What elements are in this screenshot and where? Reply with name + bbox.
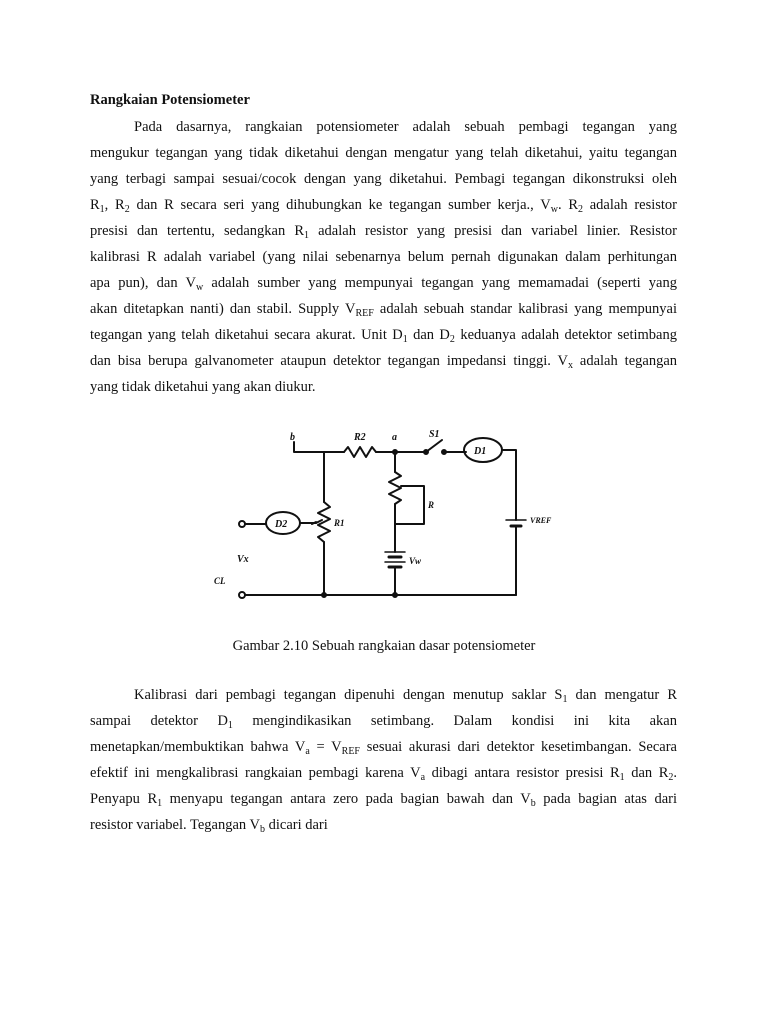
text-run: dan R <box>624 765 669 781</box>
text-run: yang terbagi sampai sesuai/cocok dengan yang diketahui. Pembagi tegangan dikonstruksi oleh <box>90 171 677 187</box>
text-run: R <box>90 197 100 213</box>
section-title: Rangkaian Potensiometer <box>90 92 250 108</box>
text-run: resistor variabel. Tegangan V <box>90 817 260 833</box>
subscript: 1 <box>619 772 625 783</box>
text-run: = V <box>309 739 342 755</box>
label-d1: D1 <box>474 446 487 457</box>
switch-s1-blade <box>426 440 442 452</box>
subscript: 1 <box>157 798 163 809</box>
label-r: R <box>428 500 435 510</box>
subscript: x <box>567 360 573 371</box>
label-vw: Vw <box>409 556 422 566</box>
text-line <box>90 348 677 374</box>
subscript: 1 <box>304 230 309 241</box>
subscript: 1 <box>227 720 233 731</box>
text-line <box>90 734 677 760</box>
text-run: adalah resistor <box>583 197 678 213</box>
subscript: a <box>305 746 310 757</box>
text-line <box>90 682 677 708</box>
text-line <box>90 114 677 140</box>
text-run: efektif ini mengkalibrasi rangkaian pembagi karena V <box>90 765 421 781</box>
text-line <box>90 812 677 838</box>
subscript: 2 <box>449 334 455 345</box>
text-line <box>90 166 677 192</box>
potentiometer-circuit-figure <box>204 424 552 614</box>
label-d2: D2 <box>275 519 288 530</box>
text-line <box>90 218 677 244</box>
subscript: REF <box>355 308 374 319</box>
text-run: apa pun), dan V <box>90 275 196 291</box>
text-run: adalah sebuah standar kalibrasi yang mempunyai <box>373 301 677 317</box>
subscript: 2 <box>124 204 130 215</box>
label-r2: R2 <box>354 432 366 443</box>
text-run: dicari dari <box>264 817 328 833</box>
subscript: 1 <box>562 694 568 705</box>
label-cl: CL <box>214 576 226 586</box>
text-run: mengukur tegangan yang tidak diketahui dengan mengatur yang telah diketahui, yaitu tegangan <box>90 145 677 161</box>
text-run: kalibrasi R adalah variabel (yang nilai sebenarnya belum pernah digunakan dalam perhitungan <box>90 249 677 265</box>
text-run: presisi dan tertentu, sedangkan R <box>90 223 304 239</box>
terminal-top-left <box>239 521 245 527</box>
text-run: dan D <box>407 327 450 343</box>
text-run: sampai detektor D <box>90 713 228 729</box>
label-s1: S1 <box>429 429 440 440</box>
subscript: a <box>420 772 426 783</box>
text-line <box>90 786 677 812</box>
label-vx: Vx <box>237 554 249 565</box>
text-run: menetapkan/membuktikan bahwa V <box>90 739 306 755</box>
text-run: menyapu tegangan antara zero pada bagian bawah dan V <box>162 791 531 807</box>
text-run: keduanya adalah detektor setimbang <box>454 327 677 343</box>
subscript: b <box>530 798 536 809</box>
text-run: dan mengatur R <box>567 687 677 703</box>
wire-top-left <box>294 442 344 452</box>
subscript: 1 <box>402 334 408 345</box>
terminal-bottom-left <box>239 592 245 598</box>
paragraph-2 <box>90 682 677 838</box>
label-vref: VREF <box>530 516 552 525</box>
text-run: adalah sumber yang mempunyai tegangan yang memamadai (seperti yang <box>203 275 677 291</box>
text-run: . <box>673 765 678 781</box>
text-run: dan bisa berupa galvanometer ataupun detektor tegangan impedansi tinggi. V <box>90 353 568 369</box>
resistor-r-symbol <box>389 472 401 504</box>
text-line <box>90 374 677 400</box>
text-run: Pada dasarnya, rangkaian potensiometer adalah sebuah pembagi tegangan yang <box>134 119 677 135</box>
text-run: Kalibrasi dari pembagi tegangan dipenuhi dengan menutup saklar S <box>134 687 563 703</box>
subscript: w <box>550 204 558 215</box>
subscript: 1 <box>99 204 105 215</box>
text-run: , R <box>104 197 125 213</box>
subscript: 2 <box>668 772 674 783</box>
text-run: sesuai akurasi dari detektor kesetimbangan. Secara <box>360 739 677 755</box>
subscript: w <box>196 282 204 293</box>
text-run: adalah resistor yang presisi dan variabel linier. Resistor <box>309 223 677 239</box>
text-run: . R <box>557 197 578 213</box>
text-line <box>90 708 677 734</box>
text-run: adalah tegangan <box>572 353 678 369</box>
subscript: REF <box>341 746 360 757</box>
figure-caption: Gambar 2.10 Sebuah rangkaian dasar potensiometer <box>232 638 536 654</box>
label-b: b <box>290 432 295 443</box>
resistor-r2-symbol <box>344 447 376 457</box>
text-line <box>90 244 677 270</box>
subscript: b <box>259 824 265 835</box>
text-run: pada bagian atas dari <box>535 791 677 807</box>
text-run: yang tidak diketahui yang akan diukur. <box>90 379 316 395</box>
text-line <box>90 270 677 296</box>
text-run: Penyapu R <box>90 791 158 807</box>
text-line <box>90 760 677 786</box>
label-a: a <box>392 432 397 443</box>
text-line <box>90 140 677 166</box>
text-line <box>90 296 677 322</box>
text-line <box>90 322 677 348</box>
text-run: tegangan yang telah diketahui secara akurat. Unit D <box>90 327 403 343</box>
label-r1: R1 <box>334 518 345 528</box>
paragraph-1 <box>90 114 677 400</box>
subscript: 2 <box>578 204 583 215</box>
text-line <box>90 192 677 218</box>
text-run: akan ditetapkan nanti) dan stabil. Supply V <box>90 301 356 317</box>
text-run: dan R secara seri yang dihubungkan ke tegangan sumber kerja., V <box>129 197 551 213</box>
text-run: mengindikasikan setimbang. Dalam kondisi ini kita akan <box>232 713 677 729</box>
text-run: dibagi antara resistor presisi R <box>425 765 620 781</box>
